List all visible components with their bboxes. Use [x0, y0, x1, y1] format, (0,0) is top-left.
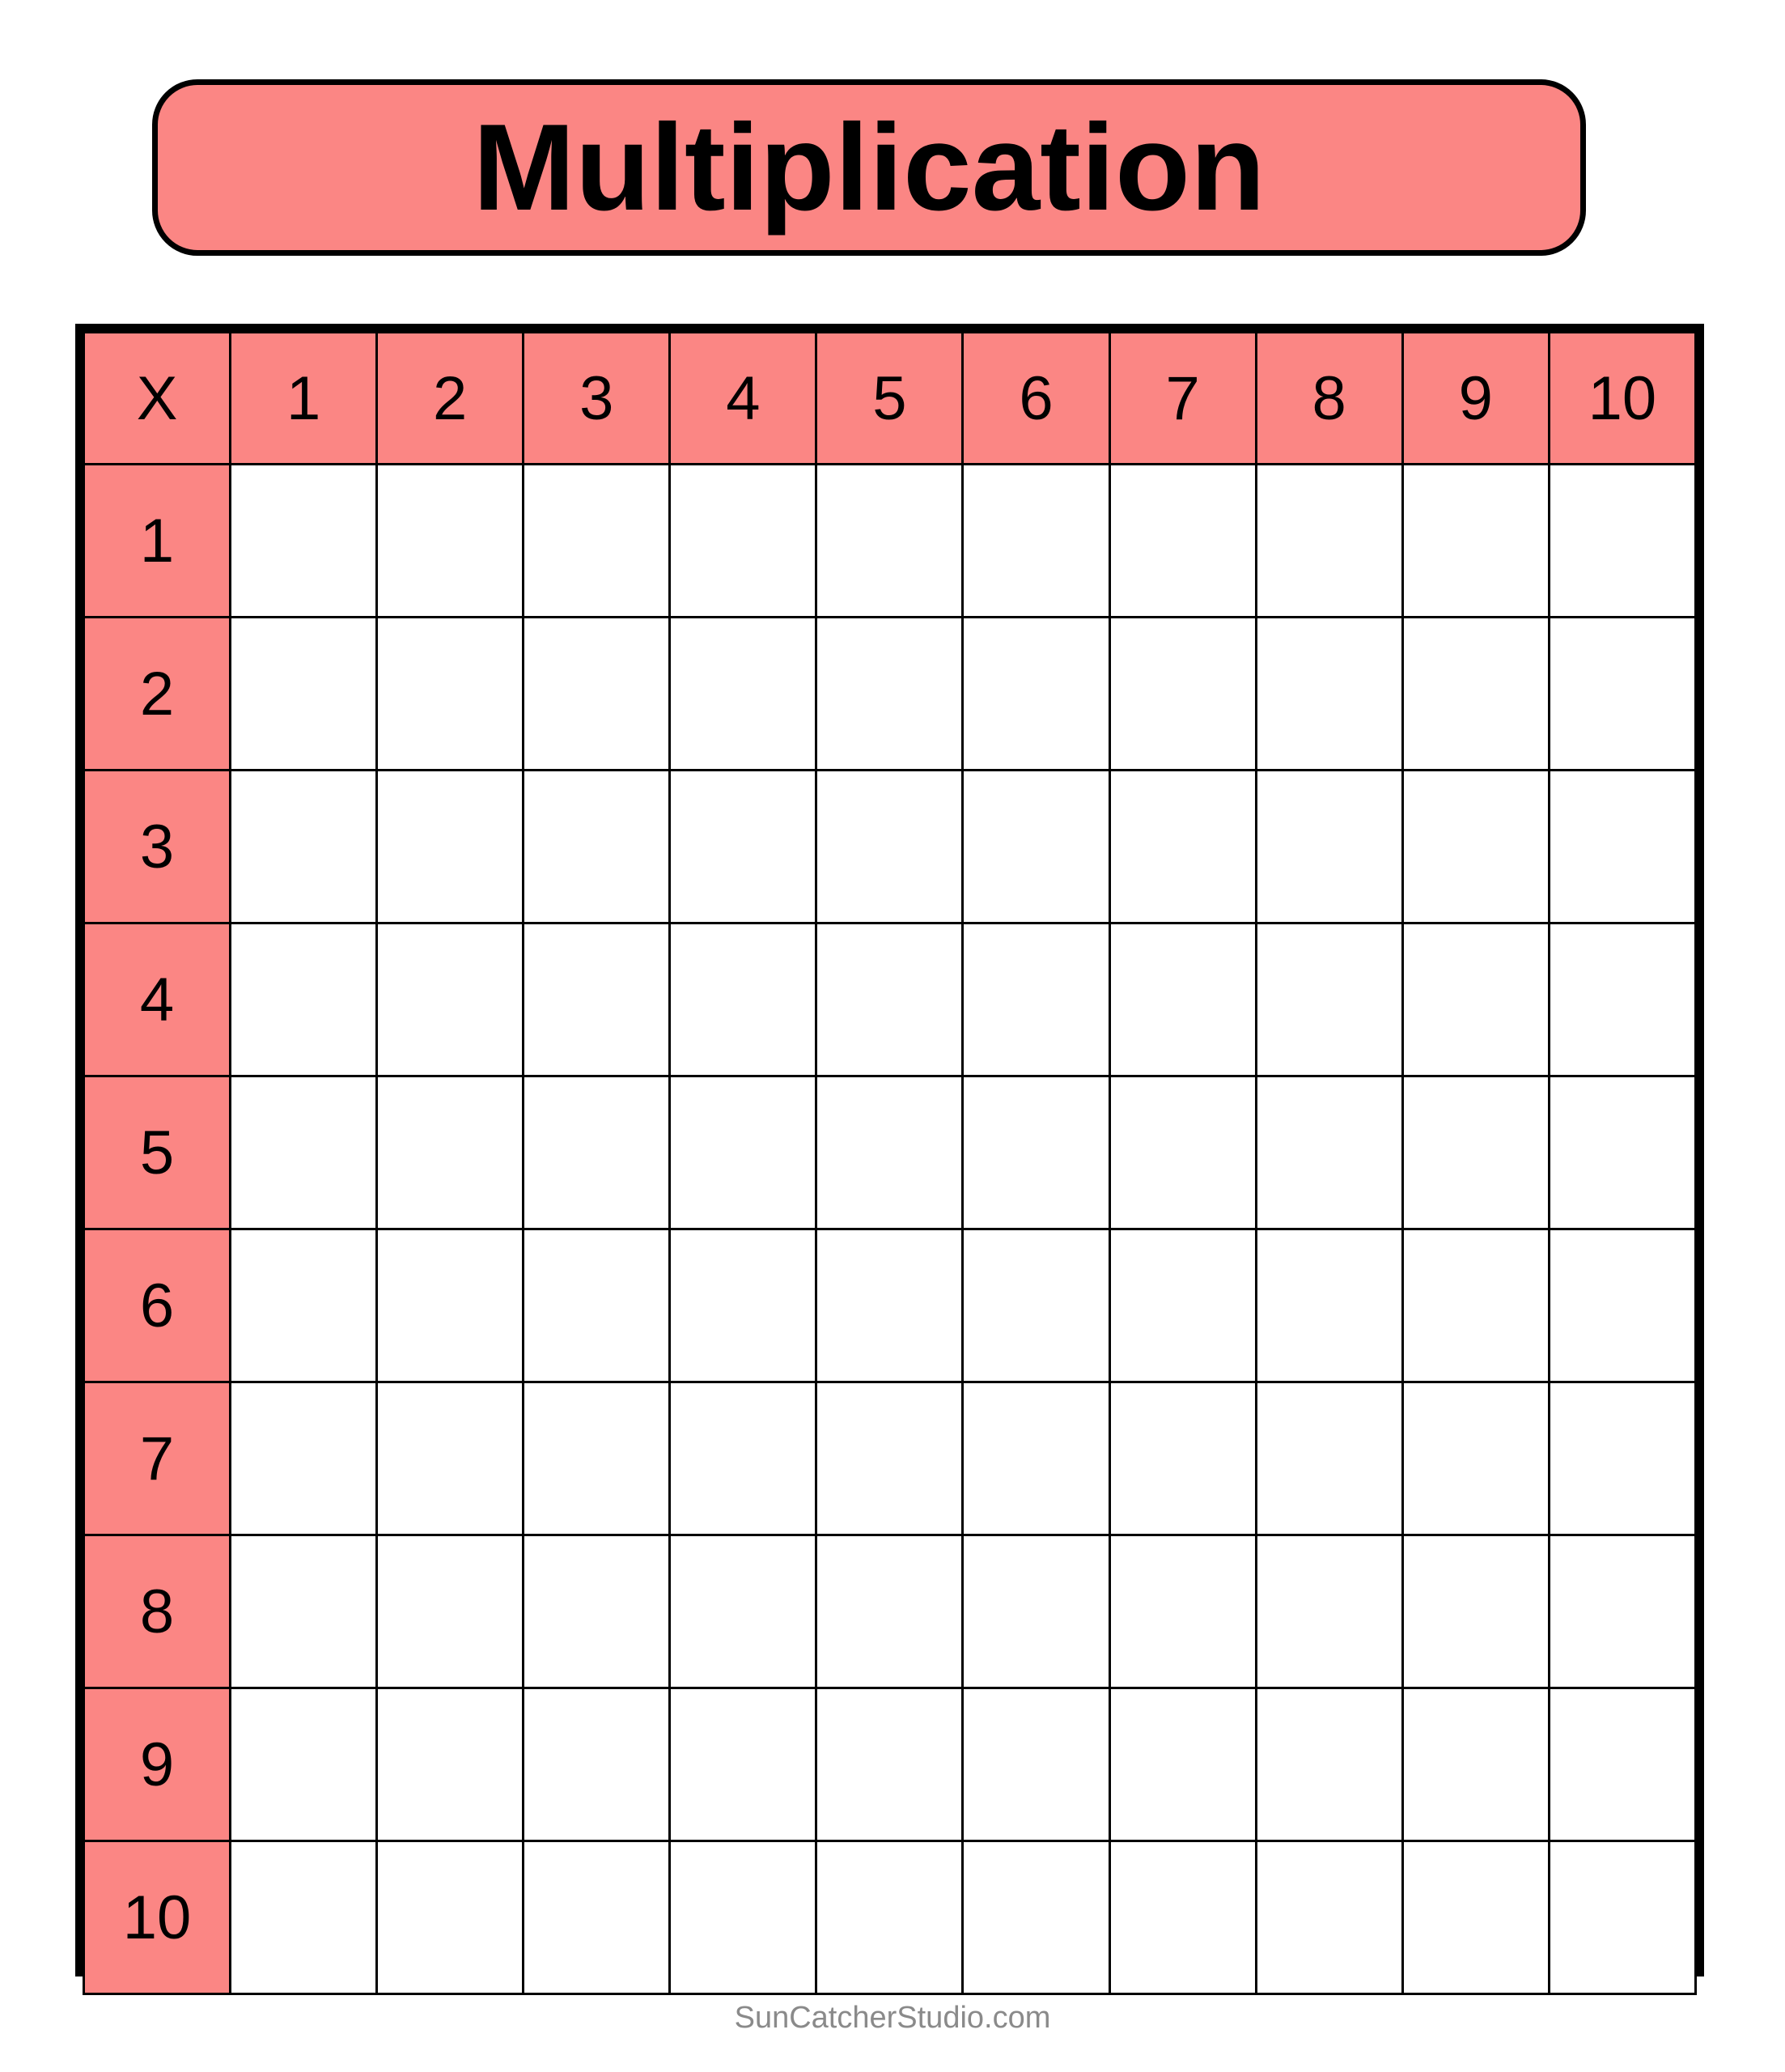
answer-cell[interactable]: [963, 1841, 1109, 1994]
answer-cell[interactable]: [231, 923, 377, 1076]
answer-cell[interactable]: [816, 923, 963, 1076]
answer-cell[interactable]: [524, 618, 670, 771]
row-header-cell: 4: [84, 923, 231, 1076]
answer-cell[interactable]: [963, 923, 1109, 1076]
table-row: [84, 1688, 1696, 1841]
answer-cell[interactable]: [524, 465, 670, 618]
answer-cell[interactable]: [963, 1076, 1109, 1229]
row-header-cell: 7: [84, 1382, 231, 1535]
table-row: [84, 1535, 1696, 1688]
answer-cell[interactable]: [231, 1688, 377, 1841]
answer-cell[interactable]: [816, 771, 963, 923]
answer-cell[interactable]: [670, 1841, 816, 1994]
answer-cell[interactable]: [816, 1076, 963, 1229]
answer-cell[interactable]: [1256, 923, 1402, 1076]
row-header-cell: 10: [84, 1841, 231, 1994]
answer-cell[interactable]: [377, 1841, 524, 1994]
answer-cell[interactable]: [377, 1076, 524, 1229]
answer-cell[interactable]: [231, 1535, 377, 1688]
answer-cell[interactable]: [377, 1382, 524, 1535]
answer-cell[interactable]: [1256, 618, 1402, 771]
column-header-cell: 6: [963, 333, 1109, 465]
row-header-cell: 8: [84, 1535, 231, 1688]
table-corner-cell: X: [84, 333, 231, 465]
answer-cell[interactable]: [1549, 465, 1695, 618]
answer-cell[interactable]: [1549, 1382, 1695, 1535]
answer-cell[interactable]: [1402, 1076, 1549, 1229]
answer-cell[interactable]: [963, 1382, 1109, 1535]
answer-cell[interactable]: [1109, 1382, 1256, 1535]
table-row: [84, 771, 1696, 923]
row-header-cell: 9: [84, 1688, 231, 1841]
answer-cell[interactable]: [1402, 1841, 1549, 1994]
answer-cell[interactable]: [1109, 465, 1256, 618]
answer-cell[interactable]: [1549, 1841, 1695, 1994]
multiplication-table: [83, 331, 1697, 1995]
answer-cell[interactable]: [963, 1535, 1109, 1688]
table-header-row: [84, 333, 1696, 465]
answer-cell[interactable]: [816, 618, 963, 771]
answer-cell[interactable]: [1256, 465, 1402, 618]
column-header-cell: 10: [1549, 333, 1695, 465]
answer-cell[interactable]: [1256, 1688, 1402, 1841]
answer-cell[interactable]: [1402, 1382, 1549, 1535]
multiplication-grid: [75, 324, 1704, 1976]
answer-cell[interactable]: [670, 618, 816, 771]
answer-cell[interactable]: [816, 465, 963, 618]
answer-cell[interactable]: [816, 1841, 963, 1994]
answer-cell[interactable]: [963, 771, 1109, 923]
answer-cell[interactable]: [1402, 1535, 1549, 1688]
answer-cell[interactable]: [670, 1535, 816, 1688]
footer-credit: SunCatcherStudio.com: [734, 2001, 1051, 2035]
answer-cell[interactable]: [670, 1688, 816, 1841]
answer-cell[interactable]: [816, 1229, 963, 1382]
answer-cell[interactable]: [1549, 1688, 1695, 1841]
answer-cell[interactable]: [231, 1076, 377, 1229]
answer-cell[interactable]: [231, 465, 377, 618]
answer-cell[interactable]: [670, 1382, 816, 1535]
column-header-cell: 4: [670, 333, 816, 465]
title-banner: [152, 79, 1586, 256]
answer-cell[interactable]: [963, 618, 1109, 771]
answer-cell[interactable]: [1256, 1076, 1402, 1229]
answer-cell[interactable]: [524, 1382, 670, 1535]
answer-cell[interactable]: [1256, 1229, 1402, 1382]
answer-cell[interactable]: [231, 1382, 377, 1535]
column-header-cell: 2: [377, 333, 524, 465]
answer-cell[interactable]: [377, 465, 524, 618]
table-row: [84, 1076, 1696, 1229]
answer-cell[interactable]: [524, 1688, 670, 1841]
answer-cell[interactable]: [1109, 1535, 1256, 1688]
answer-cell[interactable]: [377, 1688, 524, 1841]
answer-cell[interactable]: [963, 1688, 1109, 1841]
answer-cell[interactable]: [524, 923, 670, 1076]
answer-cell[interactable]: [524, 1535, 670, 1688]
answer-cell[interactable]: [1549, 771, 1695, 923]
answer-cell[interactable]: [231, 771, 377, 923]
answer-cell[interactable]: [816, 1688, 963, 1841]
answer-cell[interactable]: [1402, 923, 1549, 1076]
answer-cell[interactable]: [816, 1382, 963, 1535]
answer-cell[interactable]: [1549, 1535, 1695, 1688]
page-title: Multiplication: [473, 99, 1266, 236]
table-row: [84, 923, 1696, 1076]
answer-cell[interactable]: [231, 1841, 377, 1994]
table-row: [84, 618, 1696, 771]
answer-cell[interactable]: [1402, 1229, 1549, 1382]
answer-cell[interactable]: [1402, 618, 1549, 771]
answer-cell[interactable]: [377, 1229, 524, 1382]
answer-cell[interactable]: [1109, 1229, 1256, 1382]
answer-cell[interactable]: [1256, 1535, 1402, 1688]
table-row: [84, 465, 1696, 618]
answer-cell[interactable]: [963, 465, 1109, 618]
column-header-cell: 8: [1256, 333, 1402, 465]
answer-cell[interactable]: [1109, 1688, 1256, 1841]
column-header-cell: 3: [524, 333, 670, 465]
answer-cell[interactable]: [524, 1229, 670, 1382]
answer-cell[interactable]: [963, 1229, 1109, 1382]
answer-cell[interactable]: [670, 465, 816, 618]
answer-cell[interactable]: [816, 1535, 963, 1688]
answer-cell[interactable]: [670, 923, 816, 1076]
answer-cell[interactable]: [377, 771, 524, 923]
table-row: [84, 1229, 1696, 1382]
answer-cell[interactable]: [670, 1229, 816, 1382]
column-header-cell: 7: [1109, 333, 1256, 465]
answer-cell[interactable]: [1549, 1229, 1695, 1382]
answer-cell[interactable]: [1109, 771, 1256, 923]
answer-cell[interactable]: [524, 1841, 670, 1994]
answer-cell[interactable]: [524, 771, 670, 923]
answer-cell[interactable]: [670, 771, 816, 923]
answer-cell[interactable]: [1256, 1382, 1402, 1535]
answer-cell[interactable]: [1256, 771, 1402, 923]
column-header-cell: 5: [816, 333, 963, 465]
answer-cell[interactable]: [1549, 923, 1695, 1076]
answer-cell[interactable]: [1549, 1076, 1695, 1229]
answer-cell[interactable]: [377, 1535, 524, 1688]
answer-cell[interactable]: [1109, 1841, 1256, 1994]
answer-cell[interactable]: [1256, 1841, 1402, 1994]
answer-cell[interactable]: [231, 1229, 377, 1382]
row-header-cell: 1: [84, 465, 231, 618]
answer-cell[interactable]: [524, 1076, 670, 1229]
row-header-cell: 5: [84, 1076, 231, 1229]
column-header-cell: 1: [231, 333, 377, 465]
column-header-cell: 9: [1402, 333, 1549, 465]
answer-cell[interactable]: [1402, 465, 1549, 618]
answer-cell[interactable]: [1109, 923, 1256, 1076]
table-row: [84, 1841, 1696, 1994]
answer-cell[interactable]: [670, 1076, 816, 1229]
row-header-cell: 6: [84, 1229, 231, 1382]
answer-cell[interactable]: [1402, 771, 1549, 923]
table-row: [84, 1382, 1696, 1535]
answer-cell[interactable]: [1109, 618, 1256, 771]
answer-cell[interactable]: [231, 618, 377, 771]
answer-cell[interactable]: [377, 923, 524, 1076]
answer-cell[interactable]: [1109, 1076, 1256, 1229]
answer-cell[interactable]: [1549, 618, 1695, 771]
row-header-cell: 2: [84, 618, 231, 771]
answer-cell[interactable]: [1402, 1688, 1549, 1841]
answer-cell[interactable]: [377, 618, 524, 771]
row-header-cell: 3: [84, 771, 231, 923]
